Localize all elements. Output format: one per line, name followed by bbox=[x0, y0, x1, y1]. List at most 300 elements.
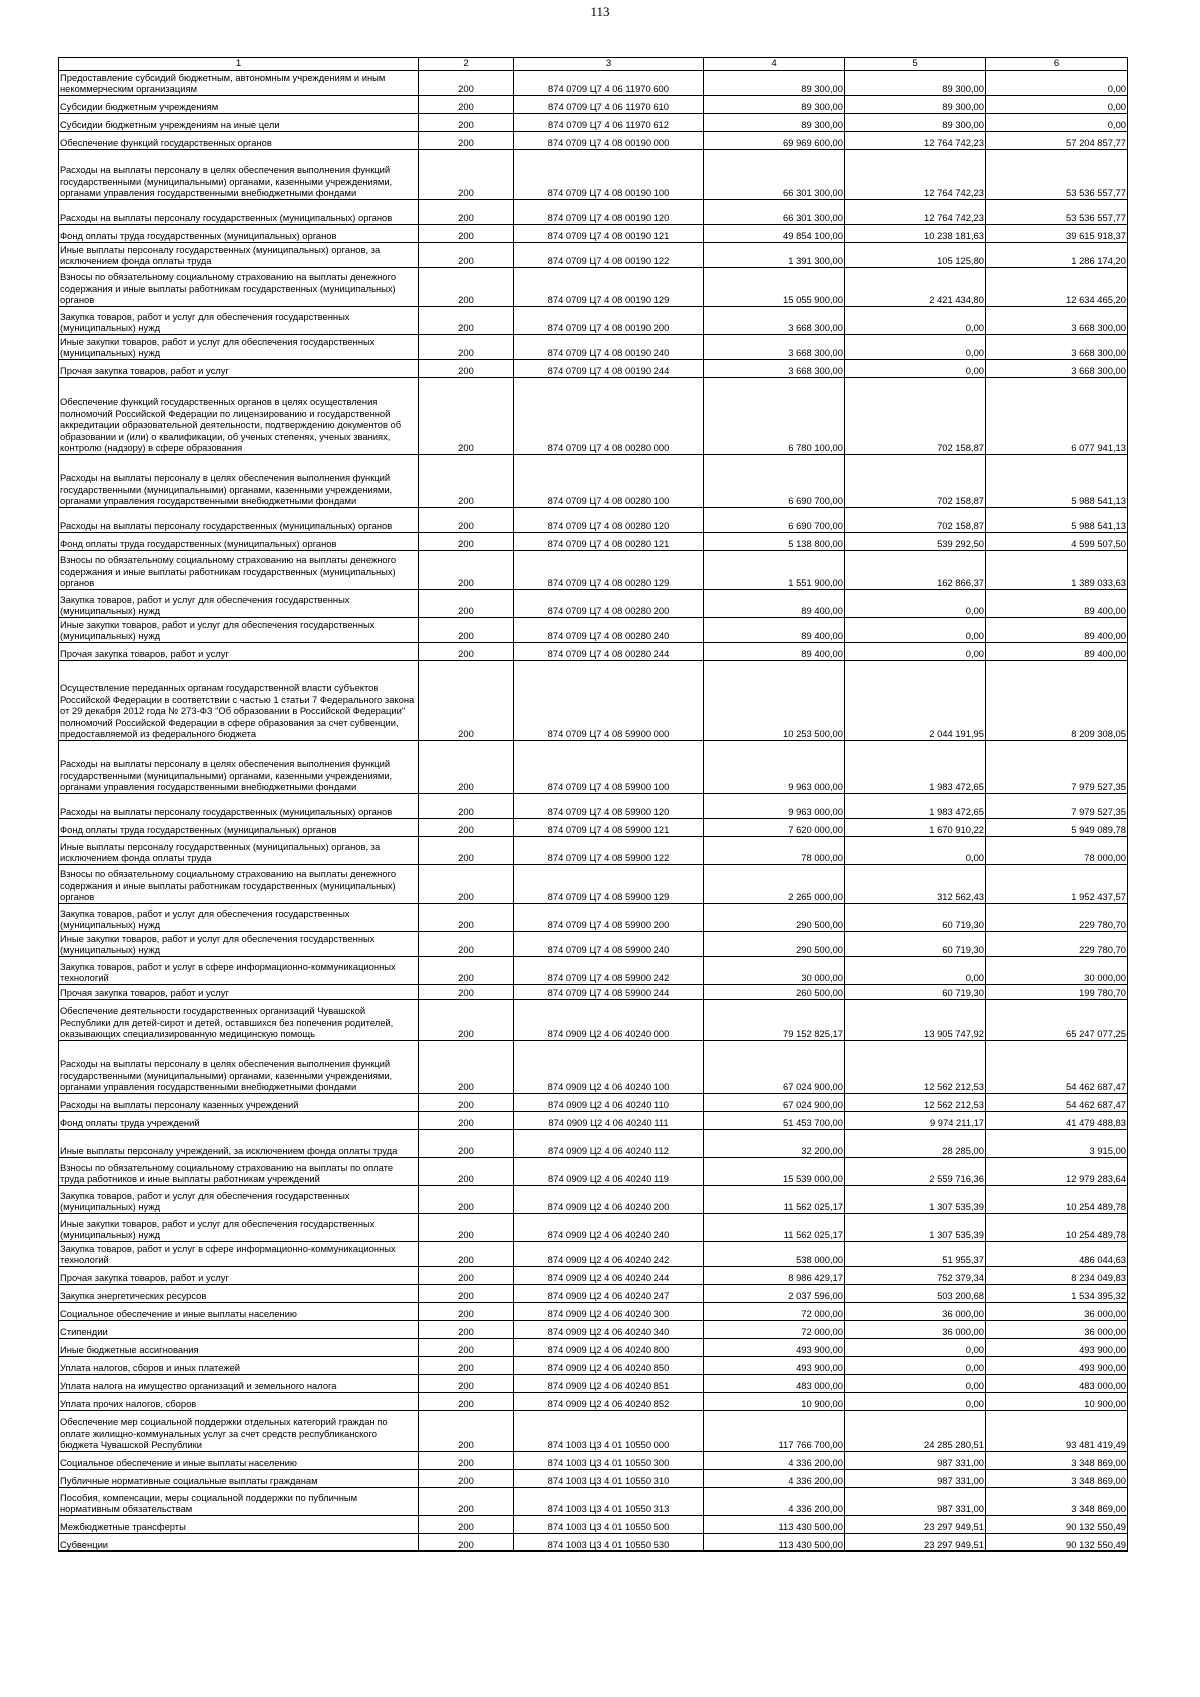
row-code-cell: 200 bbox=[419, 1093, 514, 1111]
row-value-col5-cell: 0,00 bbox=[845, 836, 986, 864]
row-value-col4-cell: 493 900,00 bbox=[704, 1338, 845, 1356]
table-row bbox=[59, 1451, 1128, 1469]
table-row bbox=[59, 1374, 1128, 1392]
row-code-cell: 200 bbox=[419, 267, 514, 306]
row-value-col6-cell: 90 132 550,49 bbox=[986, 1515, 1128, 1533]
row-value-col6-cell: 36 000,00 bbox=[986, 1320, 1128, 1338]
row-value-col6-cell: 53 536 557,77 bbox=[986, 149, 1128, 199]
row-value-col4-cell: 66 301 300,00 bbox=[704, 199, 845, 224]
row-value-col6-cell: 10 254 489,78 bbox=[986, 1185, 1128, 1213]
row-value-col5-cell: 0,00 bbox=[845, 589, 986, 617]
row-name-cell: Стипендии bbox=[59, 1320, 419, 1338]
row-value-col4-cell: 9 963 000,00 bbox=[704, 740, 845, 793]
table-row bbox=[59, 1185, 1128, 1213]
table-row bbox=[59, 617, 1128, 642]
row-code-cell: 200 bbox=[419, 507, 514, 532]
row-value-col6-cell: 10 254 489,78 bbox=[986, 1213, 1128, 1241]
row-name-cell: Иные выплаты персоналу государственных (муниципальных) органов, за исключением фонда оплаты труда bbox=[59, 242, 419, 267]
row-value-col4-cell: 538 000,00 bbox=[704, 1241, 845, 1266]
row-name-cell: Иные выплаты персоналу учреждений, за исключением фонда оплаты труда bbox=[59, 1129, 419, 1157]
row-value-col5-cell: 0,00 bbox=[845, 1338, 986, 1356]
table-row bbox=[59, 1515, 1128, 1533]
row-value-col6-cell: 12 634 465,20 bbox=[986, 267, 1128, 306]
row-classification-cell: 874 0709 Ц7 4 08 00280 100 bbox=[514, 454, 704, 507]
row-value-col6-cell: 65 247 077,25 bbox=[986, 999, 1128, 1040]
row-code-cell: 200 bbox=[419, 95, 514, 113]
row-value-col6-cell: 10 900,00 bbox=[986, 1392, 1128, 1410]
row-code-cell: 200 bbox=[419, 1374, 514, 1392]
row-code-cell: 200 bbox=[419, 589, 514, 617]
column-header: 1 bbox=[59, 58, 419, 71]
row-classification-cell: 874 0909 Ц2 4 06 40240 200 bbox=[514, 1185, 704, 1213]
table-row bbox=[59, 903, 1128, 931]
row-classification-cell: 874 0909 Ц2 4 06 40240 852 bbox=[514, 1392, 704, 1410]
row-value-col5-cell: 12 764 742,23 bbox=[845, 131, 986, 149]
row-value-col6-cell: 36 000,00 bbox=[986, 1302, 1128, 1320]
row-code-cell: 200 bbox=[419, 1451, 514, 1469]
row-value-col4-cell: 6 690 700,00 bbox=[704, 507, 845, 532]
row-name-cell: Иные закупки товаров, работ и услуг для обеспечения государственных (муниципальных) нужд bbox=[59, 617, 419, 642]
row-classification-cell: 874 0909 Ц2 4 06 40240 340 bbox=[514, 1320, 704, 1338]
row-name-cell: Расходы на выплаты персоналу казенных учреждений bbox=[59, 1093, 419, 1111]
row-value-col6-cell: 39 615 918,37 bbox=[986, 224, 1128, 242]
row-code-cell: 200 bbox=[419, 1040, 514, 1093]
row-code-cell: 200 bbox=[419, 1469, 514, 1487]
row-classification-cell: 874 0909 Ц2 4 06 40240 110 bbox=[514, 1093, 704, 1111]
row-value-col4-cell: 3 668 300,00 bbox=[704, 334, 845, 359]
row-value-col5-cell: 539 292,50 bbox=[845, 532, 986, 550]
row-name-cell: Фонд оплаты труда государственных (муниципальных) органов bbox=[59, 532, 419, 550]
table-row bbox=[59, 306, 1128, 334]
row-code-cell: 200 bbox=[419, 1241, 514, 1266]
row-value-col4-cell: 1 391 300,00 bbox=[704, 242, 845, 267]
row-code-cell: 200 bbox=[419, 199, 514, 224]
row-name-cell: Субсидии бюджетным учреждениям bbox=[59, 95, 419, 113]
row-value-col6-cell: 3 668 300,00 bbox=[986, 359, 1128, 377]
table-row bbox=[59, 740, 1128, 793]
row-value-col6-cell: 54 462 687,47 bbox=[986, 1040, 1128, 1093]
row-value-col6-cell: 1 952 437,57 bbox=[986, 864, 1128, 903]
row-code-cell: 200 bbox=[419, 113, 514, 131]
table-row bbox=[59, 70, 1128, 95]
row-name-cell: Закупка товаров, работ и услуг для обеспечения государственных (муниципальных) нужд bbox=[59, 1185, 419, 1213]
row-classification-cell: 874 0909 Ц2 4 06 40240 100 bbox=[514, 1040, 704, 1093]
row-value-col4-cell: 1 551 900,00 bbox=[704, 550, 845, 589]
table-row bbox=[59, 1320, 1128, 1338]
row-value-col6-cell: 12 979 283,64 bbox=[986, 1157, 1128, 1185]
table-row bbox=[59, 267, 1128, 306]
row-value-col4-cell: 10 253 500,00 bbox=[704, 660, 845, 740]
row-value-col6-cell: 8 209 308,05 bbox=[986, 660, 1128, 740]
row-name-cell: Осуществление переданных органам государственной власти субъектов Российской Федерации в соответствии с частью 1 статьи 7 Федерального закона от 29 декабря 2012 года № 273-ФЗ "Об образовании в Российской Федерации" полномочий Российской Федерации в сфере образования за счет субвенции, предоставляемой из федерального бюджета bbox=[59, 660, 419, 740]
row-value-col6-cell: 4 599 507,50 bbox=[986, 532, 1128, 550]
table-row bbox=[59, 864, 1128, 903]
row-code-cell: 200 bbox=[419, 836, 514, 864]
row-classification-cell: 874 0709 Ц7 4 08 00190 129 bbox=[514, 267, 704, 306]
table-row bbox=[59, 793, 1128, 818]
row-name-cell: Закупка товаров, работ и услуг для обеспечения государственных (муниципальных) нужд bbox=[59, 589, 419, 617]
row-value-col4-cell: 66 301 300,00 bbox=[704, 149, 845, 199]
row-classification-cell: 874 0909 Ц2 4 06 40240 851 bbox=[514, 1374, 704, 1392]
row-value-col6-cell: 90 132 550,49 bbox=[986, 1533, 1128, 1551]
row-value-col4-cell: 117 766 700,00 bbox=[704, 1410, 845, 1451]
row-value-col5-cell: 36 000,00 bbox=[845, 1320, 986, 1338]
row-code-cell: 200 bbox=[419, 864, 514, 903]
row-value-col5-cell: 12 562 212,53 bbox=[845, 1093, 986, 1111]
row-value-col6-cell: 89 400,00 bbox=[986, 617, 1128, 642]
row-name-cell: Обеспечение деятельности государственных организаций Чувашской Республики для детей-сирот и детей, оставшихся без попечения родителей, оказывающих специализированную медицинскую помощь bbox=[59, 999, 419, 1040]
row-classification-cell: 874 0709 Ц7 4 08 59900 000 bbox=[514, 660, 704, 740]
row-value-col5-cell: 28 285,00 bbox=[845, 1129, 986, 1157]
row-code-cell: 200 bbox=[419, 550, 514, 589]
row-code-cell: 200 bbox=[419, 306, 514, 334]
row-value-col5-cell: 89 300,00 bbox=[845, 95, 986, 113]
row-value-col5-cell: 2 044 191,95 bbox=[845, 660, 986, 740]
row-value-col5-cell: 702 158,87 bbox=[845, 454, 986, 507]
row-value-col6-cell: 30 000,00 bbox=[986, 956, 1128, 984]
row-classification-cell: 874 0709 Ц7 4 08 00280 129 bbox=[514, 550, 704, 589]
column-header: 5 bbox=[845, 58, 986, 71]
row-classification-cell: 874 0709 Ц7 4 08 00190 100 bbox=[514, 149, 704, 199]
row-value-col6-cell: 7 979 527,35 bbox=[986, 793, 1128, 818]
row-value-col5-cell: 12 562 212,53 bbox=[845, 1040, 986, 1093]
row-code-cell: 200 bbox=[419, 377, 514, 454]
table-row bbox=[59, 1284, 1128, 1302]
row-name-cell: Субсидии бюджетным учреждениям на иные цели bbox=[59, 113, 419, 131]
row-value-col4-cell: 72 000,00 bbox=[704, 1302, 845, 1320]
row-name-cell: Обеспечение функций государственных органов bbox=[59, 131, 419, 149]
row-value-col4-cell: 15 055 900,00 bbox=[704, 267, 845, 306]
table-row bbox=[59, 1129, 1128, 1157]
row-code-cell: 200 bbox=[419, 660, 514, 740]
row-value-col4-cell: 49 854 100,00 bbox=[704, 224, 845, 242]
row-value-col6-cell: 229 780,70 bbox=[986, 931, 1128, 956]
table-row bbox=[59, 1469, 1128, 1487]
row-value-col4-cell: 89 300,00 bbox=[704, 70, 845, 95]
row-value-col5-cell: 24 285 280,51 bbox=[845, 1410, 986, 1451]
row-classification-cell: 874 0709 Ц7 4 08 00190 122 bbox=[514, 242, 704, 267]
row-value-col4-cell: 72 000,00 bbox=[704, 1320, 845, 1338]
row-name-cell: Иные закупки товаров, работ и услуг для обеспечения государственных (муниципальных) нужд bbox=[59, 931, 419, 956]
row-value-col4-cell: 67 024 900,00 bbox=[704, 1040, 845, 1093]
row-name-cell: Обеспечение мер социальной поддержки отдельных категорий граждан по оплате жилищно-коммунальных услуг за счет средств республиканского бюджета Чувашской Республики bbox=[59, 1410, 419, 1451]
row-classification-cell: 874 1003 Ц3 4 01 10550 310 bbox=[514, 1469, 704, 1487]
row-value-col6-cell: 229 780,70 bbox=[986, 903, 1128, 931]
row-name-cell: Закупка товаров, работ и услуг в сфере информационно-коммуникационных технологий bbox=[59, 1241, 419, 1266]
row-classification-cell: 874 0709 Ц7 4 08 00280 000 bbox=[514, 377, 704, 454]
table-row bbox=[59, 113, 1128, 131]
table-row bbox=[59, 507, 1128, 532]
row-value-col6-cell: 1 534 395,32 bbox=[986, 1284, 1128, 1302]
row-classification-cell: 874 0709 Ц7 4 08 00190 000 bbox=[514, 131, 704, 149]
row-code-cell: 200 bbox=[419, 1266, 514, 1284]
row-code-cell: 200 bbox=[419, 1533, 514, 1551]
row-classification-cell: 874 0709 Ц7 4 08 59900 244 bbox=[514, 984, 704, 999]
row-name-cell: Прочая закупка товаров, работ и услуг bbox=[59, 642, 419, 660]
row-value-col6-cell: 493 900,00 bbox=[986, 1356, 1128, 1374]
row-value-col5-cell: 0,00 bbox=[845, 617, 986, 642]
row-value-col4-cell: 2 037 596,00 bbox=[704, 1284, 845, 1302]
column-number-row bbox=[59, 58, 1128, 71]
table-row bbox=[59, 1302, 1128, 1320]
row-name-cell: Расходы на выплаты персоналу в целях обеспечения выполнения функций государственными (муниципальными) органами, казенными учреждениями, органами управления государственными внебюджетными фондами bbox=[59, 454, 419, 507]
row-value-col6-cell: 493 900,00 bbox=[986, 1338, 1128, 1356]
table-row bbox=[59, 95, 1128, 113]
row-classification-cell: 874 0709 Ц7 4 08 00280 240 bbox=[514, 617, 704, 642]
row-name-cell: Закупка товаров, работ и услуг для обеспечения государственных (муниципальных) нужд bbox=[59, 903, 419, 931]
row-value-col5-cell: 2 421 434,80 bbox=[845, 267, 986, 306]
row-value-col4-cell: 15 539 000,00 bbox=[704, 1157, 845, 1185]
row-classification-cell: 874 0709 Ц7 4 08 59900 240 bbox=[514, 931, 704, 956]
row-classification-cell: 874 0909 Ц2 4 06 40240 000 bbox=[514, 999, 704, 1040]
row-value-col6-cell: 3 668 300,00 bbox=[986, 334, 1128, 359]
row-code-cell: 200 bbox=[419, 1356, 514, 1374]
row-code-cell: 200 bbox=[419, 1111, 514, 1129]
row-code-cell: 200 bbox=[419, 1487, 514, 1515]
row-value-col5-cell: 1 983 472,65 bbox=[845, 793, 986, 818]
row-value-col5-cell: 312 562,43 bbox=[845, 864, 986, 903]
row-value-col4-cell: 4 336 200,00 bbox=[704, 1487, 845, 1515]
column-header: 3 bbox=[514, 58, 704, 71]
row-name-cell: Иные закупки товаров, работ и услуг для обеспечения государственных (муниципальных) нужд bbox=[59, 334, 419, 359]
row-code-cell: 200 bbox=[419, 224, 514, 242]
row-code-cell: 200 bbox=[419, 359, 514, 377]
row-classification-cell: 874 0709 Ц7 4 08 00280 120 bbox=[514, 507, 704, 532]
table-row bbox=[59, 532, 1128, 550]
row-value-col5-cell: 702 158,87 bbox=[845, 377, 986, 454]
row-value-col4-cell: 4 336 200,00 bbox=[704, 1469, 845, 1487]
row-code-cell: 200 bbox=[419, 793, 514, 818]
table-row bbox=[59, 1213, 1128, 1241]
row-value-col5-cell: 1 983 472,65 bbox=[845, 740, 986, 793]
row-name-cell: Социальное обеспечение и иные выплаты населению bbox=[59, 1451, 419, 1469]
table-row bbox=[59, 149, 1128, 199]
row-code-cell: 200 bbox=[419, 956, 514, 984]
table-row bbox=[59, 589, 1128, 617]
row-classification-cell: 874 0709 Ц7 4 08 59900 100 bbox=[514, 740, 704, 793]
row-value-col5-cell: 60 719,30 bbox=[845, 903, 986, 931]
row-classification-cell: 874 0909 Ц2 4 06 40240 119 bbox=[514, 1157, 704, 1185]
row-value-col5-cell: 10 238 181,63 bbox=[845, 224, 986, 242]
row-code-cell: 200 bbox=[419, 1302, 514, 1320]
row-value-col6-cell: 483 000,00 bbox=[986, 1374, 1128, 1392]
row-classification-cell: 874 0909 Ц2 4 06 40240 300 bbox=[514, 1302, 704, 1320]
row-value-col5-cell: 1 670 910,22 bbox=[845, 818, 986, 836]
row-classification-cell: 874 0709 Ц7 4 08 00280 200 bbox=[514, 589, 704, 617]
row-value-col5-cell: 0,00 bbox=[845, 359, 986, 377]
row-value-col5-cell: 0,00 bbox=[845, 956, 986, 984]
row-value-col5-cell: 0,00 bbox=[845, 642, 986, 660]
row-name-cell: Обеспечение функций государственных органов в целях осуществления полномочий Российской Федерации по лицензированию и государственной аккредитации образовательной деятельности, подтверждению документов об образовании и (или) о квалификации, об ученых степенях, ученых званиях, контролю (надзору) в сфере образования bbox=[59, 377, 419, 454]
row-value-col6-cell: 3 348 869,00 bbox=[986, 1487, 1128, 1515]
row-classification-cell: 874 0709 Ц7 4 06 11970 610 bbox=[514, 95, 704, 113]
row-value-col5-cell: 2 559 716,36 bbox=[845, 1157, 986, 1185]
row-value-col4-cell: 3 668 300,00 bbox=[704, 306, 845, 334]
row-code-cell: 200 bbox=[419, 70, 514, 95]
row-name-cell: Фонд оплаты труда учреждений bbox=[59, 1111, 419, 1129]
row-classification-cell: 874 0909 Ц2 4 06 40240 242 bbox=[514, 1241, 704, 1266]
row-value-col4-cell: 10 900,00 bbox=[704, 1392, 845, 1410]
row-name-cell: Фонд оплаты труда государственных (муниципальных) органов bbox=[59, 818, 419, 836]
row-code-cell: 200 bbox=[419, 131, 514, 149]
row-value-col4-cell: 113 430 500,00 bbox=[704, 1533, 845, 1551]
row-value-col5-cell: 89 300,00 bbox=[845, 70, 986, 95]
row-code-cell: 200 bbox=[419, 1284, 514, 1302]
row-name-cell: Расходы на выплаты персоналу государственных (муниципальных) органов bbox=[59, 199, 419, 224]
row-classification-cell: 874 0909 Ц2 4 06 40240 850 bbox=[514, 1356, 704, 1374]
row-value-col4-cell: 32 200,00 bbox=[704, 1129, 845, 1157]
row-name-cell: Расходы на выплаты персоналу в целях обеспечения выполнения функций государственными (муниципальными) органами, казенными учреждениями, органами управления государственными внебюджетными фондами bbox=[59, 740, 419, 793]
row-code-cell: 200 bbox=[419, 1410, 514, 1451]
row-name-cell: Закупка товаров, работ и услуг для обеспечения государственных (муниципальных) нужд bbox=[59, 306, 419, 334]
row-value-col6-cell: 199 780,70 bbox=[986, 984, 1128, 999]
row-name-cell: Уплата прочих налогов, сборов bbox=[59, 1392, 419, 1410]
row-value-col5-cell: 13 905 747,92 bbox=[845, 999, 986, 1040]
row-classification-cell: 874 0909 Ц2 4 06 40240 244 bbox=[514, 1266, 704, 1284]
row-name-cell: Расходы на выплаты персоналу в целях обеспечения выполнения функций государственными (муниципальными) органами, казенными учреждениями, органами управления государственными внебюджетными фондами bbox=[59, 1040, 419, 1093]
row-value-col6-cell: 0,00 bbox=[986, 70, 1128, 95]
row-classification-cell: 874 0709 Ц7 4 08 00190 244 bbox=[514, 359, 704, 377]
row-value-col6-cell: 0,00 bbox=[986, 95, 1128, 113]
row-value-col6-cell: 5 988 541,13 bbox=[986, 507, 1128, 532]
row-code-cell: 200 bbox=[419, 149, 514, 199]
row-value-col4-cell: 51 453 700,00 bbox=[704, 1111, 845, 1129]
row-value-col6-cell: 54 462 687,47 bbox=[986, 1093, 1128, 1111]
row-code-cell: 200 bbox=[419, 818, 514, 836]
row-name-cell: Уплата налогов, сборов и иных платежей bbox=[59, 1356, 419, 1374]
row-value-col4-cell: 493 900,00 bbox=[704, 1356, 845, 1374]
table-row bbox=[59, 1241, 1128, 1266]
row-value-col5-cell: 89 300,00 bbox=[845, 113, 986, 131]
row-value-col5-cell: 0,00 bbox=[845, 1374, 986, 1392]
row-name-cell: Социальное обеспечение и иные выплаты населению bbox=[59, 1302, 419, 1320]
row-name-cell: Расходы на выплаты персоналу в целях обеспечения выполнения функций государственными (муниципальными) органами, казенными учреждениями, органами управления государственными внебюджетными фондами bbox=[59, 149, 419, 199]
row-name-cell: Закупка товаров, работ и услуг в сфере информационно-коммуникационных технологий bbox=[59, 956, 419, 984]
row-value-col4-cell: 9 963 000,00 bbox=[704, 793, 845, 818]
table-row bbox=[59, 224, 1128, 242]
row-value-col6-cell: 486 044,63 bbox=[986, 1241, 1128, 1266]
row-value-col5-cell: 51 955,37 bbox=[845, 1241, 986, 1266]
row-value-col6-cell: 3 668 300,00 bbox=[986, 306, 1128, 334]
row-classification-cell: 874 0709 Ц7 4 08 00280 244 bbox=[514, 642, 704, 660]
row-value-col6-cell: 89 400,00 bbox=[986, 642, 1128, 660]
row-classification-cell: 874 0909 Ц2 4 06 40240 240 bbox=[514, 1213, 704, 1241]
table-row bbox=[59, 359, 1128, 377]
row-value-col5-cell: 162 866,37 bbox=[845, 550, 986, 589]
row-classification-cell: 874 0709 Ц7 4 08 00280 121 bbox=[514, 532, 704, 550]
table-row bbox=[59, 377, 1128, 454]
row-value-col4-cell: 5 138 800,00 bbox=[704, 532, 845, 550]
row-name-cell: Иные закупки товаров, работ и услуг для обеспечения государственных (муниципальных) нужд bbox=[59, 1213, 419, 1241]
row-value-col6-cell: 3 348 869,00 bbox=[986, 1469, 1128, 1487]
row-value-col5-cell: 1 307 535,39 bbox=[845, 1185, 986, 1213]
table-row bbox=[59, 131, 1128, 149]
row-value-col5-cell: 23 297 949,51 bbox=[845, 1533, 986, 1551]
row-value-col4-cell: 6 780 100,00 bbox=[704, 377, 845, 454]
row-value-col6-cell: 1 389 033,63 bbox=[986, 550, 1128, 589]
row-code-cell: 200 bbox=[419, 999, 514, 1040]
row-value-col6-cell: 57 204 857,77 bbox=[986, 131, 1128, 149]
row-value-col5-cell: 0,00 bbox=[845, 1356, 986, 1374]
row-code-cell: 200 bbox=[419, 334, 514, 359]
row-value-col5-cell: 0,00 bbox=[845, 1392, 986, 1410]
row-value-col4-cell: 89 400,00 bbox=[704, 589, 845, 617]
row-value-col5-cell: 9 974 211,17 bbox=[845, 1111, 986, 1129]
row-name-cell: Взносы по обязательному социальному страхованию на выплаты по оплате труда работников и иные выплаты работникам учреждений bbox=[59, 1157, 419, 1185]
row-classification-cell: 874 0909 Ц2 4 06 40240 111 bbox=[514, 1111, 704, 1129]
row-value-col5-cell: 752 379,34 bbox=[845, 1266, 986, 1284]
table-row bbox=[59, 984, 1128, 999]
table-row bbox=[59, 550, 1128, 589]
row-name-cell: Закупка энергетических ресурсов bbox=[59, 1284, 419, 1302]
row-value-col6-cell: 6 077 941,13 bbox=[986, 377, 1128, 454]
row-value-col6-cell: 0,00 bbox=[986, 113, 1128, 131]
row-value-col6-cell: 8 234 049,83 bbox=[986, 1266, 1128, 1284]
row-name-cell: Взносы по обязательному социальному страхованию на выплаты денежного содержания и иные выплаты работникам государственных (муниципальных) органов bbox=[59, 864, 419, 903]
row-classification-cell: 874 0709 Ц7 4 08 00190 200 bbox=[514, 306, 704, 334]
row-code-cell: 200 bbox=[419, 903, 514, 931]
row-code-cell: 200 bbox=[419, 454, 514, 507]
row-value-col5-cell: 12 764 742,23 bbox=[845, 149, 986, 199]
row-classification-cell: 874 0709 Ц7 4 08 00190 120 bbox=[514, 199, 704, 224]
table-row bbox=[59, 1157, 1128, 1185]
row-classification-cell: 874 0909 Ц2 4 06 40240 112 bbox=[514, 1129, 704, 1157]
table-row bbox=[59, 818, 1128, 836]
row-value-col6-cell: 7 979 527,35 bbox=[986, 740, 1128, 793]
budget-execution-table bbox=[58, 57, 1128, 1552]
row-value-col4-cell: 78 000,00 bbox=[704, 836, 845, 864]
row-code-cell: 200 bbox=[419, 1129, 514, 1157]
column-header: 6 bbox=[986, 58, 1128, 71]
row-value-col6-cell: 5 949 089,78 bbox=[986, 818, 1128, 836]
row-value-col6-cell: 3 915,00 bbox=[986, 1129, 1128, 1157]
table-row bbox=[59, 1111, 1128, 1129]
row-code-cell: 200 bbox=[419, 1320, 514, 1338]
row-name-cell: Расходы на выплаты персоналу государственных (муниципальных) органов bbox=[59, 793, 419, 818]
table-row bbox=[59, 1040, 1128, 1093]
row-name-cell: Уплата налога на имущество организаций и земельного налога bbox=[59, 1374, 419, 1392]
row-value-col5-cell: 60 719,30 bbox=[845, 984, 986, 999]
row-value-col4-cell: 79 152 825,17 bbox=[704, 999, 845, 1040]
row-value-col6-cell: 5 988 541,13 bbox=[986, 454, 1128, 507]
row-classification-cell: 874 0709 Ц7 4 06 11970 612 bbox=[514, 113, 704, 131]
row-value-col6-cell: 53 536 557,77 bbox=[986, 199, 1128, 224]
table-row bbox=[59, 642, 1128, 660]
row-value-col6-cell: 1 286 174,20 bbox=[986, 242, 1128, 267]
column-header: 2 bbox=[419, 58, 514, 71]
row-value-col5-cell: 12 764 742,23 bbox=[845, 199, 986, 224]
row-value-col6-cell: 41 479 488,83 bbox=[986, 1111, 1128, 1129]
row-classification-cell: 874 0709 Ц7 4 08 59900 120 bbox=[514, 793, 704, 818]
row-name-cell: Взносы по обязательному социальному страхованию на выплаты денежного содержания и иные выплаты работникам государственных (муниципальных) органов bbox=[59, 550, 419, 589]
table-row bbox=[59, 199, 1128, 224]
row-name-cell: Предоставление субсидий бюджетным, автономным учреждениям и иным некоммерческим организациям bbox=[59, 70, 419, 95]
row-value-col4-cell: 4 336 200,00 bbox=[704, 1451, 845, 1469]
row-classification-cell: 874 0709 Ц7 4 08 59900 129 bbox=[514, 864, 704, 903]
row-value-col5-cell: 105 125,80 bbox=[845, 242, 986, 267]
row-code-cell: 200 bbox=[419, 532, 514, 550]
row-value-col4-cell: 89 300,00 bbox=[704, 113, 845, 131]
row-value-col5-cell: 987 331,00 bbox=[845, 1451, 986, 1469]
row-name-cell: Расходы на выплаты персоналу государственных (муниципальных) органов bbox=[59, 507, 419, 532]
row-value-col5-cell: 60 719,30 bbox=[845, 931, 986, 956]
row-value-col5-cell: 0,00 bbox=[845, 334, 986, 359]
row-code-cell: 200 bbox=[419, 242, 514, 267]
row-value-col5-cell: 23 297 949,51 bbox=[845, 1515, 986, 1533]
row-name-cell: Субвенции bbox=[59, 1533, 419, 1551]
row-classification-cell: 874 0709 Ц7 4 08 59900 121 bbox=[514, 818, 704, 836]
row-classification-cell: 874 0709 Ц7 4 08 59900 122 bbox=[514, 836, 704, 864]
